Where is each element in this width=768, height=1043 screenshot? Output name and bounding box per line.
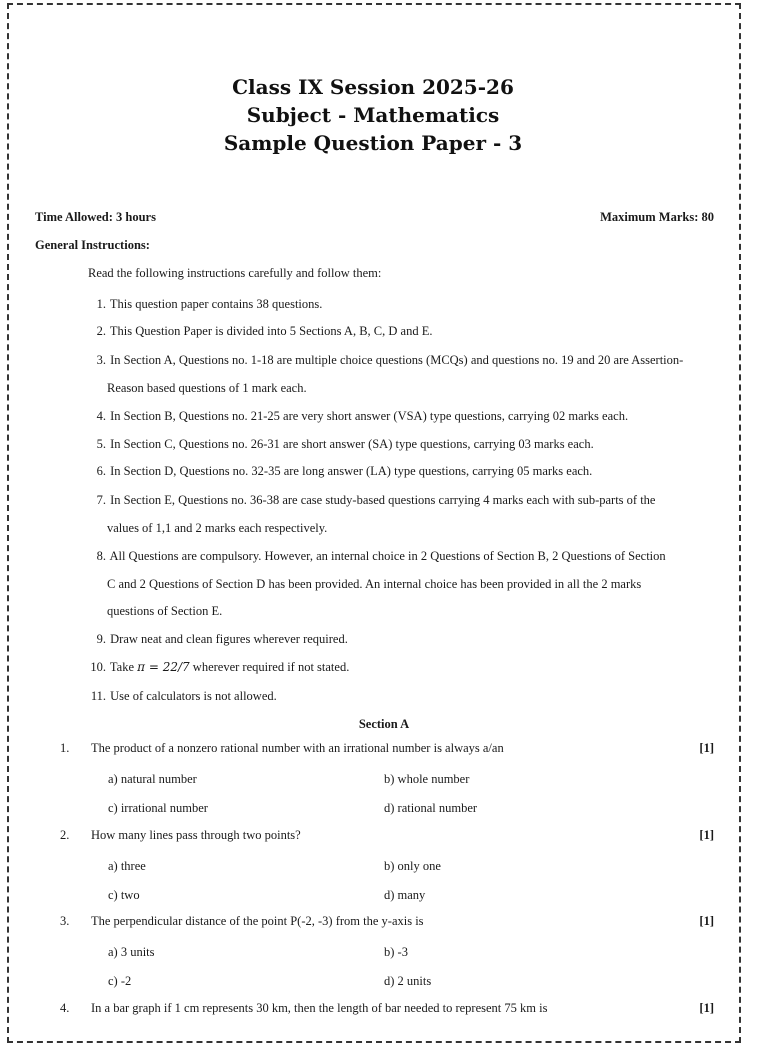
option-b: b) -3 [384,945,408,959]
pi-formula: π = 22/7 [137,660,190,674]
option-d: d) 2 units [384,974,432,988]
option-a: a) natural number [108,772,197,786]
question-marks: [1] [699,914,714,928]
question-text: In a bar graph if 1 cm represents 30 km, then the length of bar needed to represent 75 km is [91,1001,548,1015]
option-a: a) 3 units [108,945,155,959]
option-d: d) many [384,888,426,902]
option-b: b) whole number [384,772,470,786]
maximum-marks: Maximum Marks: 80 [600,210,714,224]
instruction-item-continued: questions of Section E. [107,604,223,618]
instruction-item: 10. Take π = 22/7 wherever required if not stated. [90,660,350,674]
option-c: c) irrational number [108,801,208,815]
question-number: 1. [60,741,70,755]
option-a: a) three [108,859,146,873]
instruction-item: 1. This question paper contains 38 questions. [96,297,323,311]
paper-class-title: Class IX Session 2025-26 [232,75,514,99]
option-c: c) two [108,888,140,902]
time-allowed: Time Allowed: 3 hours [35,210,156,224]
instruction-item: 8. All Questions are compulsory. However, an internal choice in 2 Questions of Section B, 2 Questions of Section [96,549,666,563]
instruction-item: 6. In Section D, Questions no. 32-35 are long answer (LA) type questions, carrying 05 marks each. [96,464,593,478]
instruction-item-continued: values of 1,1 and 2 marks each respectively. [107,521,328,535]
instruction-item: 5. In Section C, Questions no. 26-31 are short answer (SA) type questions, carrying 03 marks each. [96,437,594,451]
paper-subject-title: Subject - Mathematics [246,103,500,127]
question-text: How many lines pass through two points? [91,828,301,842]
question-text: The product of a nonzero rational number with an irrational number is always a/an [91,741,504,755]
section-a-heading: Section A [358,717,410,731]
instruction-item: 7. In Section E, Questions no. 36-38 are case study-based questions carrying 4 marks each with sub-parts of the [96,493,656,507]
question-number: 2. [60,828,70,842]
instructions-intro: Read the following instructions carefully and follow them: [88,266,382,280]
question-number: 4. [60,1001,70,1015]
instructions-heading: General Instructions: [35,238,150,252]
question-number: 3. [60,914,70,928]
option-b: b) only one [384,859,441,873]
question-marks: [1] [699,828,714,842]
paper-set-title: Sample Question Paper - 3 [223,131,523,155]
question-marks: [1] [699,741,714,755]
instruction-item: 4. In Section B, Questions no. 21-25 are very short answer (VSA) type questions, carrying 02 marks each. [96,409,629,423]
option-c: c) -2 [108,974,132,988]
option-d: d) rational number [384,801,478,815]
instruction-item: 2. This Question Paper is divided into 5 Sections A, B, C, D and E. [96,324,433,338]
question-text: The perpendicular distance of the point P(-2, -3) from the y-axis is [91,914,424,928]
instruction-item-continued: C and 2 Questions of Section D has been provided. An internal choice has been provided in all the 2 marks [107,577,642,591]
question-marks: [1] [699,1001,714,1015]
instruction-item-continued: Reason based questions of 1 mark each. [107,381,307,395]
instruction-item: 9. Draw neat and clean figures wherever required. [96,632,348,646]
instruction-item: 11. Use of calculators is not allowed. [90,689,277,703]
instruction-item: 3. In Section A, Questions no. 1-18 are multiple choice questions (MCQs) and questions no. 19 and 20 are Assertion- [96,353,684,367]
